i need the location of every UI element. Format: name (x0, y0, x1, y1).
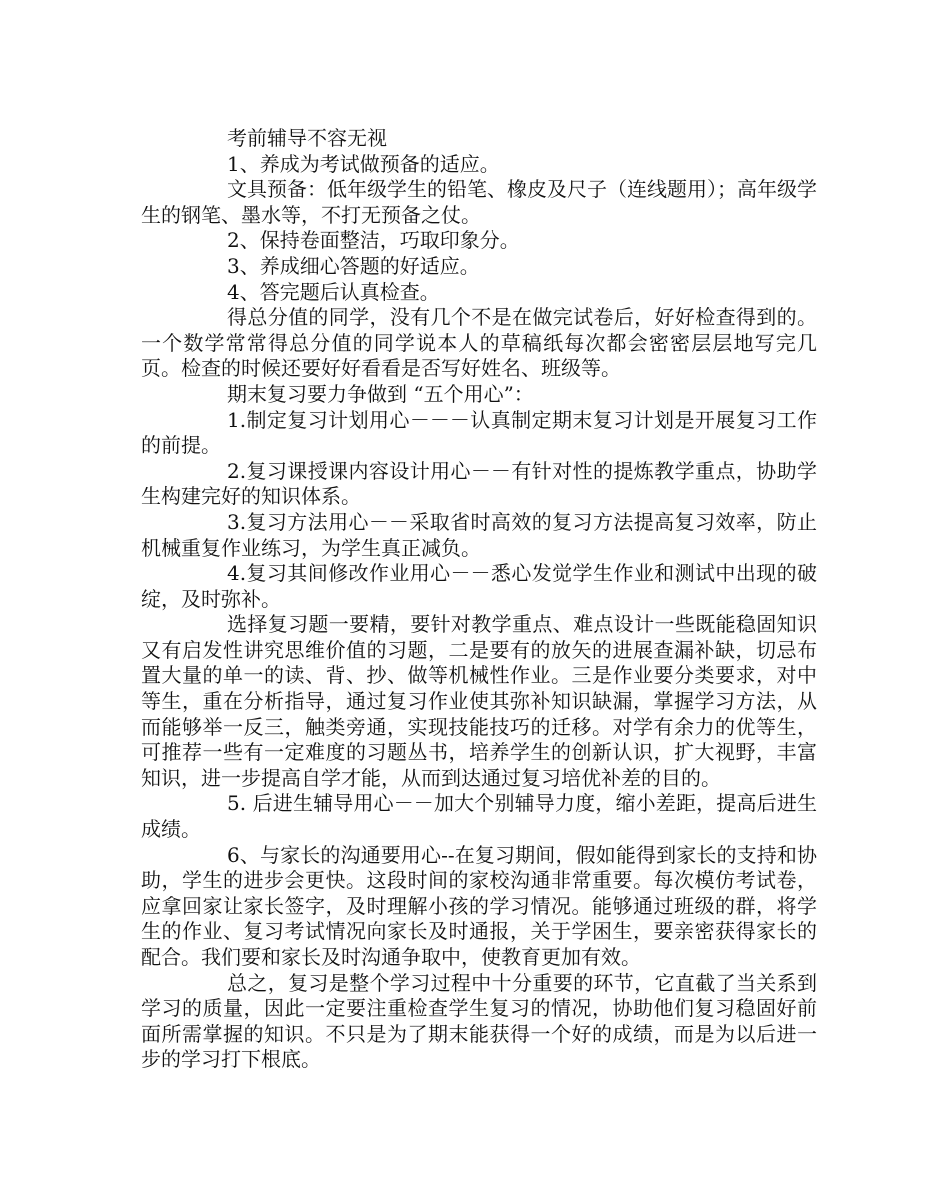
point-4-paragraph: 4.复习其间修改作业用心－－悉心发觉学生作业和测试中出现的破绽，及时弥补。 (141, 561, 817, 611)
tip-3-heading: 3、养成细心答题的好适应。 (227, 253, 480, 278)
five-hearts-heading: 期末复习要力争做到 “五个用心”： (227, 381, 534, 406)
document-body (141, 126, 817, 1073)
tip-1-heading: 1、养成为考试做预备的适应。 (227, 151, 500, 176)
point-5-paragraph: 5. 后进生辅导用心－－加大个别辅导力度，缩小差距，提高后进生成绩。 (141, 791, 817, 842)
exercise-selection-paragraph: 选择复习题一要精，要针对教学重点、难点设计一些既能稳固知识又有启发性讲究思维价值的习题，二是要有的放矢的进展查漏补缺，切忌布置大量的单一的读、背、抄、做等机械性作业。三是作业要分类要求，对中等生，重在分析指导，通过复习作业使其弥补知识缺漏，掌握学习方法，从而能够举一反三，触类旁通，实现技能技巧的迁移。对学有余力的优等生，可推荐一些有一定难度的习题丛书，培养学生的创新认识，扩大视野，丰富知识，进一步提高自学才能，从而到达通过复习培优补差的目的。 (141, 612, 817, 790)
point-2-paragraph: 2.复习课授课内容设计用心－－有针对性的提炼教学重点，协助学生构建完好的知识体系。 (141, 458, 817, 509)
conclusion-paragraph: 总之，复习是整个学习过程中十分重要的环节，它直截了当关系到学习的质量，因此一定要注重检查学生复习的情况，协助他们复习稳固好前面所需掌握的知识。不只是为了期末能获得一个好的成绩，而是为以后进一步的学习打下根底。 (141, 970, 817, 1072)
point-1-paragraph: 1.制定复习计划用心－－－认真制定期末复习计划是开展复习工作的前提。 (141, 407, 817, 458)
point-6-paragraph: 6、与家长的沟通要用心--在复习期间，假如能得到家长的支持和协助，学生的进步会更快。这段时间的家校沟通非常重要。每次模仿考试卷，应拿回家让家长签字，及时理解小孩的学习情况。能够通过班级的群，将学生的作业、复习考试情况向家长及时通报，关于学困生，要亲密获得家长的配合。我们要和家长及时沟通争取中，使教育更加有效。 (141, 842, 817, 969)
tip-2-heading: 2、保持卷面整洁，巧取印象分。 (227, 228, 520, 253)
checking-paragraph: 得总分值的同学，没有几个不是在做完试卷后，好好检查得到的。一个数学常常得总分值的同学说本人的草稿纸每次都会密密层层地写完几页。检查的时候还要好好看看是否写好姓名、班级等。 (141, 305, 817, 381)
tip-4-heading: 4、答完题后认真检查。 (227, 279, 440, 304)
point-3-paragraph: 3.复习方法用心－－采取省时高效的复习方法提高复习效率，防止机械重复作业练习，为学生真正减负。 (141, 509, 817, 560)
document-title: 考前辅导不容无视 (227, 126, 387, 150)
stationery-paragraph: 文具预备：低年级学生的铅笔、橡皮及尺子（连线题用）；高年级学生的钢笔、墨水等，不打无预备之仗。 (141, 177, 817, 227)
